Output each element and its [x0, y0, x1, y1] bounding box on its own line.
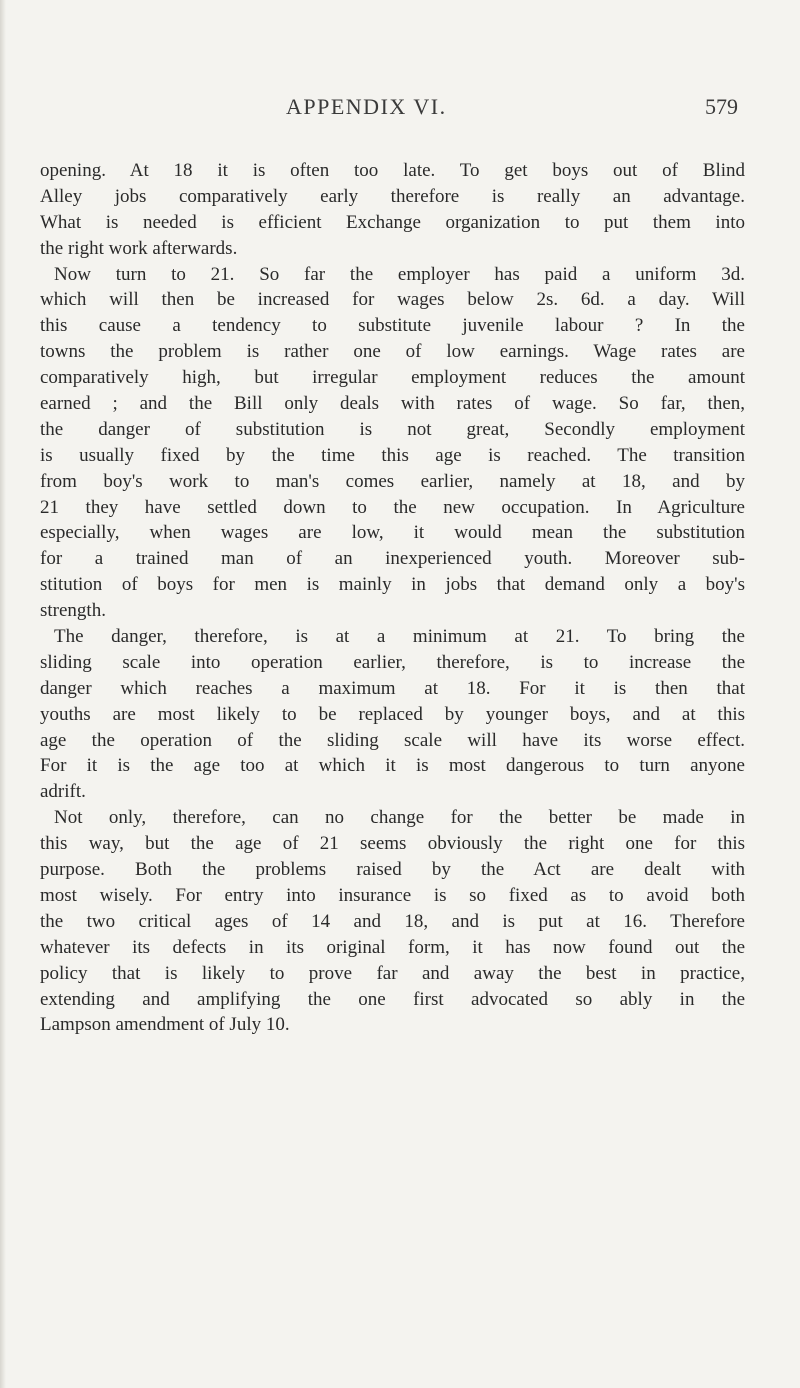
text-line: comparatively high, but irregular employment reduces the amount: [40, 367, 745, 389]
text-line: the danger of substitution is not great, Secondly employment: [40, 418, 745, 440]
text-line: extending and amplifying the one first advocated so ably in the: [40, 988, 745, 1010]
text-line: this way, but the age of 21 seems obviously the right one for this: [40, 833, 745, 855]
running-head: APPENDIX VI.: [286, 94, 447, 119]
text-line: stitution of boys for men is mainly in jobs that demand only a boy's: [40, 574, 745, 596]
text-line: What is needed is efficient Exchange organization to put them into: [40, 211, 745, 233]
text-line: whatever its defects in its original form, it has now found out the: [40, 936, 745, 958]
text-line: 21 they have settled down to the new occupation. In Agriculture: [40, 496, 745, 518]
text-line: Lampson amendment of July 10.: [40, 1014, 290, 1036]
page-number: 579: [705, 94, 738, 119]
text-line: from boy's work to man's comes earlier, namely at 18, and by: [40, 470, 745, 492]
text-line: especially, when wages are low, it would mean the substitution: [40, 522, 745, 544]
text-line: this cause a tendency to substitute juvenile labour ? In the: [40, 315, 745, 337]
text-line: most wisely. For entry into insurance is so fixed as to avoid both: [40, 884, 745, 906]
text-line: is usually fixed by the time this age is reached. The transition: [40, 444, 745, 466]
text-line: adrift.: [40, 781, 86, 803]
text-line: Now turn to 21. So far the employer has paid a uniform 3d.: [54, 263, 745, 285]
text-line: The danger, therefore, is at a minimum at 21. To bring the: [54, 626, 745, 648]
text-line: earned ; and the Bill only deals with rates of wage. So far, then,: [40, 393, 745, 415]
text-line: policy that is likely to prove far and away the best in practice,: [40, 962, 745, 984]
text-line: strength.: [40, 600, 106, 622]
text-line: Alley jobs comparatively early therefore is really an advantage.: [40, 185, 745, 207]
text-line: age the operation of the sliding scale will have its worse effect.: [40, 729, 745, 751]
page-header: [0, 94, 800, 134]
text-line: the right work afterwards.: [40, 237, 238, 259]
text-line: sliding scale into operation earlier, therefore, is to increase the: [40, 651, 745, 673]
text-line: youths are most likely to be replaced by younger boys, and at this: [40, 703, 745, 725]
text-line: for a trained man of an inexperienced youth. Moreover sub-: [40, 548, 745, 570]
text-line: towns the problem is rather one of low earnings. Wage rates are: [40, 341, 745, 363]
text-line: For it is the age too at which it is most dangerous to turn anyone: [40, 755, 745, 777]
text-line: opening. At 18 it is often too late. To get boys out of Blind: [40, 160, 745, 181]
text-line: which will then be increased for wages below 2s. 6d. a day. Will: [40, 289, 745, 311]
text-line: Not only, therefore, can no change for the better be made in: [54, 807, 745, 829]
page-binding-edge: [0, 0, 6, 1388]
text-line: danger which reaches a maximum at 18. For it is then that: [40, 677, 745, 699]
text-line: the two critical ages of 14 and 18, and is put at 16. Therefore: [40, 910, 745, 932]
body-text: [40, 158, 745, 1038]
text-line: purpose. Both the problems raised by the Act are dealt with: [40, 859, 745, 881]
